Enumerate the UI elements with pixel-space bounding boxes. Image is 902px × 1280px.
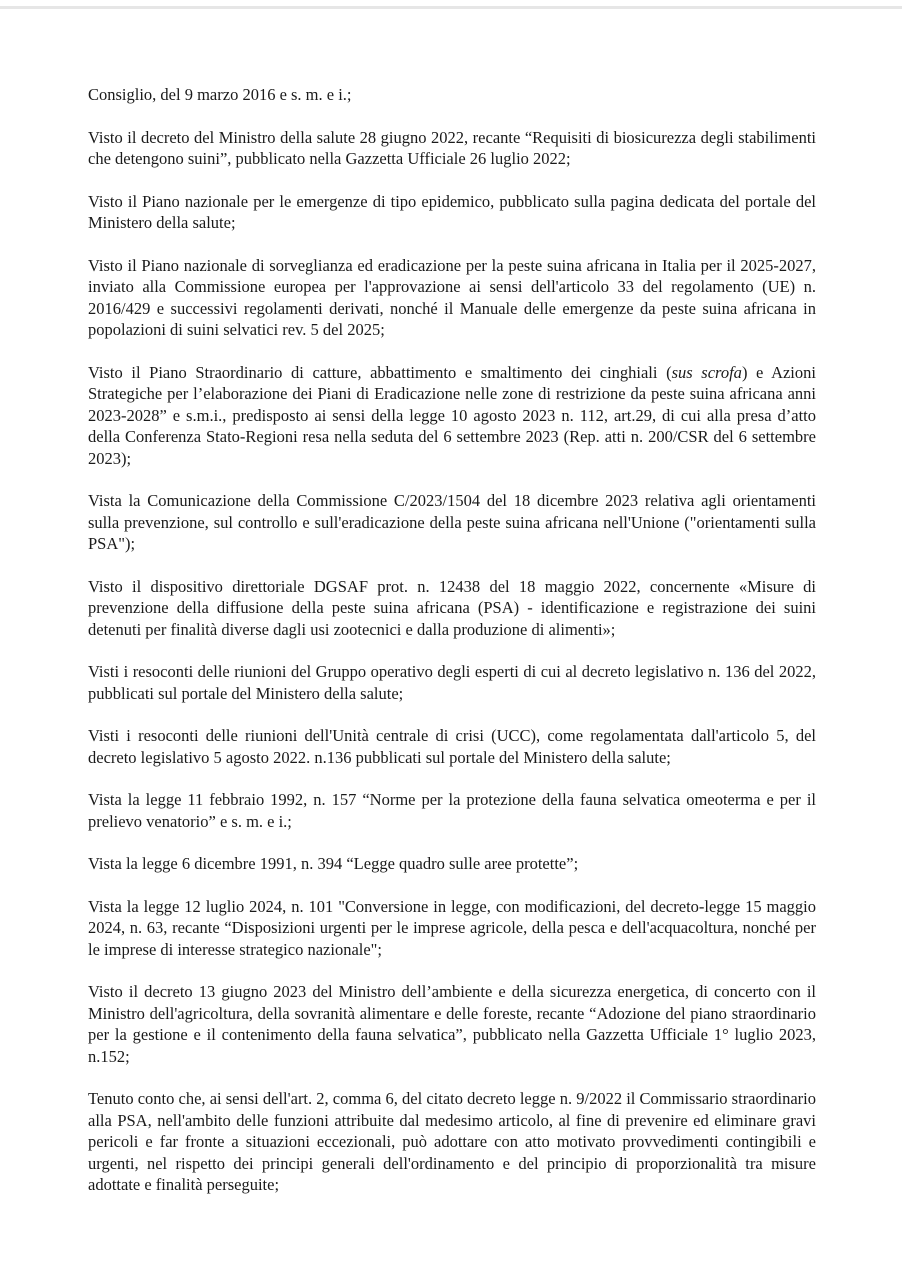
paragraph-text: Vista la legge 12 luglio 2024, n. 101 "Conversione in legge, con modificazioni, del decreto-legge 15 maggio 2024, n. 63, recante “Disposizioni urgenti per le imprese agricole, della pesca e dell'acquacoltura, nonché per le imprese di interesse strategico nazionale"; — [88, 896, 816, 959]
paragraph-dispositivo-dgsaf — [88, 576, 816, 641]
paragraph-text: ) e Azioni Strategiche per l’elaborazione dei Piani di Eradicazione nelle zone di restrizione da peste suina africana anni 2023-2028” e s.m.i., predisposto ai sensi della legge 10 agosto 2023 n. 112, art.29, di cui alla presa d’atto della Conferenza Stato-Regioni resa nella seduta del 6 settembre 2023 (Rep. atti n. 200/CSR del 6 settembre 2023); — [88, 362, 816, 468]
paragraph-resoconti-gruppo — [88, 661, 816, 704]
paragraph-resoconti-ucc — [88, 725, 816, 768]
paragraph-text: Tenuto conto che, ai sensi dell'art. 2, comma 6, del citato decreto legge n. 9/2022 il Commissario straordinario alla PSA, nell'ambito delle funzioni attribuite dal medesimo articolo, al fine di prevenire ed eliminare gravi pericoli e far fronte a situazioni eccezionali, può adottare con atto motivato provvedimenti contingibili e urgenti, nel rispetto dei principi generali dell'ordinamento e del principio di proporzionalità tra misure adottate e finalità perseguite; — [88, 1089, 816, 1194]
paragraph-legge-101 — [88, 896, 816, 961]
paragraph-consiglio — [88, 84, 816, 106]
paragraph-text: Visto il dispositivo direttoriale DGSAF prot. n. 12438 del 18 maggio 2022, concernente «Misure di prevenzione della diffusione della peste suina africana (PSA) - identificazione e registrazione dei suini detenuti per finalità diverse dagli usi zootecnici e dalla produzione di alimenti»; — [88, 576, 816, 639]
paragraph-text: Visto il decreto del Ministro della salute 28 giugno 2022, recante “Requisiti di biosicurezza degli stabilimenti che detengono suini”, pubblicato nella Gazzetta Ufficiale 26 luglio 2022; — [88, 127, 816, 168]
paragraph-comunicazione-commissione — [88, 490, 816, 555]
paragraph-text: Vista la legge 11 febbraio 1992, n. 157 “Norme per la protezione della fauna selvatica omeoterma e per il prelievo venatorio” e s. m. e i.; — [88, 790, 816, 831]
page-top-edge — [0, 6, 902, 9]
paragraph-legge-394 — [88, 853, 816, 875]
paragraph-decreto-biosicurezza — [88, 127, 816, 170]
paragraph-piano-sorveglianza — [88, 255, 816, 341]
paragraph-text: Visto il decreto 13 giugno 2023 del Ministro dell’ambiente e della sicurezza energetica, di concerto con il Ministro dell'agricoltura, della sovranità alimentare e delle foreste, recante “Adozione del piano straordinario per la gestione e il contenimento della fauna selvatica”, pubblicato nella Gazzetta Ufficiale 1° luglio 2023, n.152; — [88, 982, 816, 1066]
paragraph-text: Consiglio, del 9 marzo 2016 e s. m. e i.; — [88, 85, 352, 104]
paragraph-legge-157 — [88, 789, 816, 832]
paragraph-decreto-fauna — [88, 981, 816, 1067]
paragraph-text: Visto il Piano Straordinario di catture, abbattimento e smaltimento dei cinghiali ( — [88, 362, 672, 382]
paragraph-text: Visti i resoconti delle riunioni dell'Unità centrale di crisi (UCC), come regolamentata dall'articolo 5, del decreto legislativo 5 agosto 2022. n.136 pubblicati sul portale del Ministero della salute; — [88, 726, 816, 767]
paragraph-text: Visti i resoconti delle riunioni del Gruppo operativo degli esperti di cui al decreto legislativo n. 136 del 2022, pubblicati sul portale del Ministero della salute; — [88, 662, 816, 703]
document-page — [88, 84, 816, 1217]
paragraph-italic-text: sus scrofa — [671, 362, 742, 382]
paragraph-piano-emergenze — [88, 191, 816, 234]
paragraph-tenuto-conto — [88, 1088, 816, 1196]
paragraph-text: Vista la Comunicazione della Commissione C/2023/1504 del 18 dicembre 2023 relativa agli orientamenti sulla prevenzione, sul controllo e sull'eradicazione della peste suina africana nell'Unione ("orientamenti sulla PSA"); — [88, 491, 816, 553]
paragraph-piano-straordinario — [88, 362, 816, 470]
paragraph-text: Vista la legge 6 dicembre 1991, n. 394 “Legge quadro sulle aree protette”; — [88, 854, 579, 873]
paragraph-text: Visto il Piano nazionale per le emergenze di tipo epidemico, pubblicato sulla pagina dedicata del portale del Ministero della salute; — [88, 191, 816, 232]
paragraph-text: Visto il Piano nazionale di sorveglianza ed eradicazione per la peste suina africana in Italia per il 2025-2027, inviato alla Commissione europea per l'approvazione ai sensi dell'articolo 33 del regolamento (UE) n. 2016/429 e successivi regolamenti derivati, nonché il Manuale delle emergenze da peste suina africana in popolazioni di suini selvatici rev. 5 del 2025; — [88, 255, 816, 339]
